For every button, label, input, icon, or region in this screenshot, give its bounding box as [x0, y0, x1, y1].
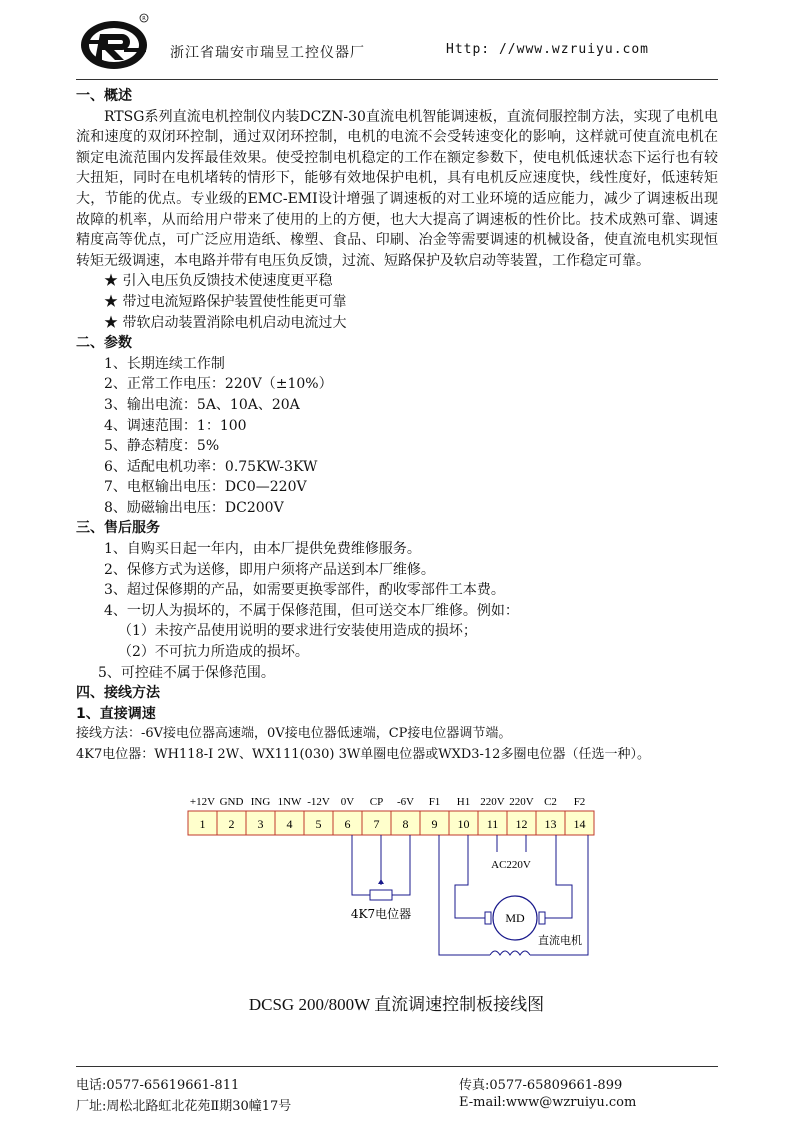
terminal-label: F2 [573, 796, 586, 808]
service-item: 5、可控硅不属于保修范围。 [98, 664, 275, 681]
document-body [76, 86, 718, 766]
potentiometer-icon [370, 890, 392, 900]
service-sub-item: （2）不可抗力所造成的损坏。 [118, 644, 309, 661]
terminal-label: 220V [480, 796, 505, 808]
terminal-number: 7 [373, 817, 380, 831]
wiring-method: 接线方法：-6V接电位器高速端，0V接电位器低速端，CP接电位器调节端。 [76, 726, 512, 742]
terminal-number: 5 [315, 817, 322, 831]
terminal-label: 220V [509, 796, 534, 808]
terminal-number: 12 [515, 817, 528, 831]
company-logo-icon [78, 12, 150, 72]
terminal-label: F1 [428, 796, 441, 808]
terminal-label: GND [219, 796, 244, 808]
feature-item: ★ 带软启动装置消除电机启动电流过大 [104, 314, 347, 331]
potentiometer-label: 4K7电位器 [350, 907, 412, 921]
website-link[interactable]: Http: //www.wzruiyu.com [446, 42, 650, 57]
field-coil-icon [490, 951, 530, 955]
service-item: 3、超过保修期的产品，如需要更换零部件，酌收零部件工本费。 [104, 582, 505, 599]
footer-fax: 传真:0577-65809661-899 [459, 1078, 623, 1093]
terminal-label: -12V [307, 796, 330, 808]
terminal-number: 9 [431, 817, 438, 831]
service-item: 4、一切人为损坏的，不属于保修范围，但可送交本厂维修。例如： [104, 602, 519, 619]
company-name: 浙江省瑞安市瑞昱工控仪器厂 [170, 45, 365, 61]
terminal-label: H1 [456, 796, 471, 808]
terminal-label: -6V [396, 796, 415, 808]
svg-text:R: R [142, 16, 146, 22]
terminal-number: 6 [344, 817, 351, 831]
wiper-arrow-icon [378, 879, 384, 884]
section-title-wiring: 四、接线方法 [76, 685, 160, 702]
potentiometer-spec: 4K7电位器：WH118-I 2W、WX111(030) 3W单圈电位器或WXD3-12多圈电位器（任选一种）。 [76, 747, 650, 762]
terminal-number: 2 [228, 817, 235, 831]
motor-name-label: 直流电机 [538, 934, 582, 947]
wiring-diagram [180, 790, 610, 980]
parameter-item: 6、适配电机功率：0.75KW-3KW [104, 458, 318, 475]
parameter-item: 3、输出电流：5A、10A、20A [104, 396, 300, 413]
service-sub-item: （1）未按产品使用说明的要求进行安装使用造成的损坏； [118, 623, 477, 640]
subsection-title-direct-speed: 1、直接调速 [76, 705, 156, 722]
service-item: 1、自购买日起一年内，由本厂提供免费维修服务。 [104, 541, 421, 558]
terminal-label: CP [369, 796, 384, 808]
parameter-item: 2、正常工作电压：220V（±10%） [104, 376, 333, 393]
terminal-number: 3 [257, 817, 264, 831]
terminal-label: 1NW [277, 796, 302, 808]
terminal-label: ING [250, 796, 271, 808]
parameter-item: 8、励磁输出电压：DC200V [104, 499, 284, 516]
terminal-number: 13 [544, 817, 557, 831]
feature-item: ★ 引入电压负反馈技术使速度更平稳 [104, 273, 333, 290]
terminal-number: 14 [573, 817, 586, 831]
footer-phone: 电话:0577-65619661-811 [76, 1078, 240, 1093]
terminal-number: 4 [286, 817, 293, 831]
section-title-after-sales: 三、售后服务 [76, 520, 160, 537]
ac-voltage-label: AC220V [491, 859, 531, 871]
terminal-number: 11 [486, 817, 499, 831]
terminal-number: 8 [402, 817, 409, 831]
footer-divider [76, 1066, 718, 1067]
parameter-item: 5、静态精度：5% [104, 438, 220, 455]
terminal-label: 0V [340, 796, 355, 808]
parameter-item: 4、调速范围：1：100 [104, 417, 247, 434]
overview-paragraph: RTSG系列直流电机控制仪内装DCZN-30直流电机智能调速板，直流伺服控制方法，实现了电机电流和速度的双闭环控制，通过双闭环控制，电机的电流不会受转速变化的影响，这样就可使直流电机在额定电流范围内发挥最佳效果。使受控制电机稳定的工作在额定参数下，使电机低速状态下运行也有较大扭矩，同时在电机堵转的情形下，能够有效地保护电机，具有电机反应速度快，线性度好，低速转矩大，节能的优点。专业级的EMC-EMI设计增强了调速板的对工业环境的适应能力，减少了调速板出现故障的机率，从而给用户带来了使用的上的方便，也大大提高了调速板的性价比。技术成熟可靠、调速精度高等优点，可广泛应用造纸、橡塑、食品、印刷、冶金等需要调速的机械设备，使直流电机实现恒转矩无级调速，本电路并带有电压负反馈，过流、短路保护及软启动等装置，工作稳定可靠。 [76, 108, 718, 269]
motor-brush-icon [539, 912, 545, 924]
terminal-block [188, 796, 594, 835]
feature-item: ★ 带过电流短路保护装置使性能更可靠 [104, 293, 347, 310]
section-title-parameters: 二、参数 [76, 335, 132, 352]
footer-address: 厂址:周松北路虹北花苑Ⅱ期30幢17号 [76, 1099, 292, 1114]
footer-email[interactable]: E-mail:www@wzruiyu.com [459, 1095, 637, 1110]
diagram-caption: DCSG 200/800W 直流调速控制板接线图 [248, 995, 545, 1014]
header-divider [76, 79, 718, 80]
parameter-item: 1、长期连续工作制 [104, 355, 225, 372]
parameter-item: 7、电枢输出电压：DC0—220V [104, 479, 307, 496]
motor-brush-icon [485, 912, 491, 924]
terminal-label: +12V [189, 796, 216, 808]
terminal-number: 1 [199, 817, 206, 831]
section-title-overview: 一、概述 [76, 88, 132, 104]
motor-label: MD [505, 911, 525, 925]
terminal-number: 10 [457, 817, 470, 831]
terminal-label: C2 [544, 796, 557, 808]
service-item: 2、保修方式为送修，即用户须将产品送到本厂维修。 [104, 561, 435, 578]
